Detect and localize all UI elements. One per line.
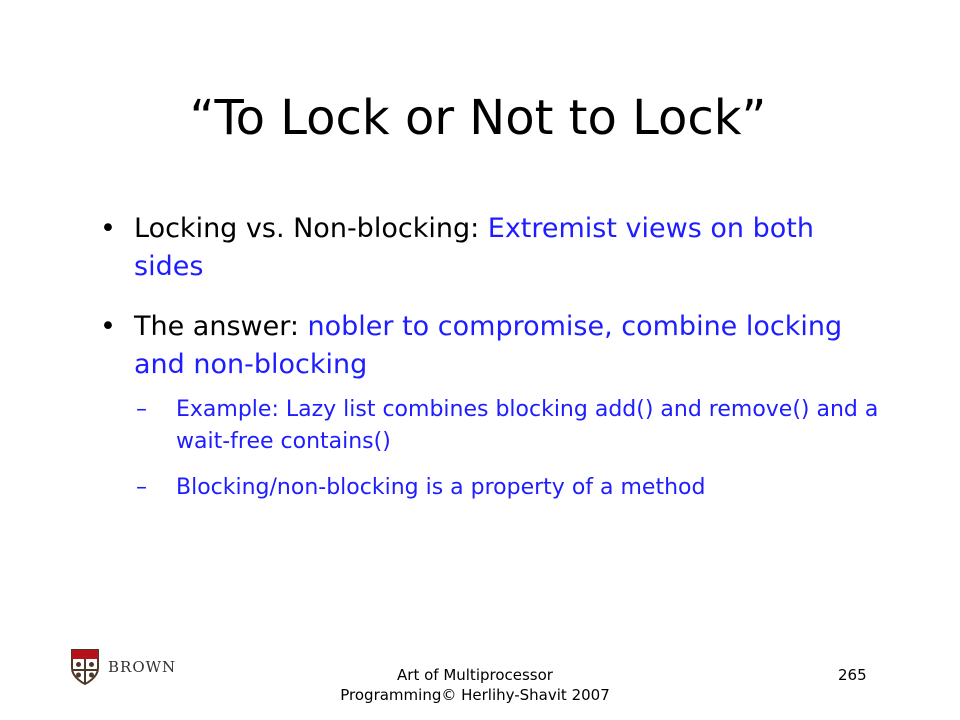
sub-bullet-dash: – [136,397,147,422]
sub-bullet-text: Blocking/non-blocking is a property of a method [176,475,706,500]
bullet-item [100,210,880,286]
bullet-dot: • [100,213,116,244]
sub-bullet-list [136,394,880,504]
sub-bullet-text: Example: Lazy list combines blocking add() and remove() and a wait-free contains() [176,397,879,454]
footer-copyright: Art of Multiprocessor Programming© Herlihy-Shavit 2007 [340,666,610,704]
bullet-highlight-text: Extremist views on both sides [134,213,814,282]
brown-shield-icon [70,648,100,686]
sub-bullet-dash: – [136,475,147,500]
bullet-list [100,210,880,526]
logo-text: BROWN [108,658,177,676]
bullet-dot: • [100,311,116,342]
bullet-lead-text: Locking vs. Non-blocking: [134,213,488,244]
page-number: 265 [838,666,867,684]
slide-title: “To Lock or Not to Lock” [189,90,767,146]
bullet-item [100,308,880,504]
bullet-highlight-text: nobler to compromise, combine locking and non-blocking [134,311,843,380]
sub-bullet-item [136,394,880,458]
bullet-lead-text: The answer: [134,311,308,342]
brown-logo [70,648,176,686]
sub-bullet-item [136,472,880,504]
